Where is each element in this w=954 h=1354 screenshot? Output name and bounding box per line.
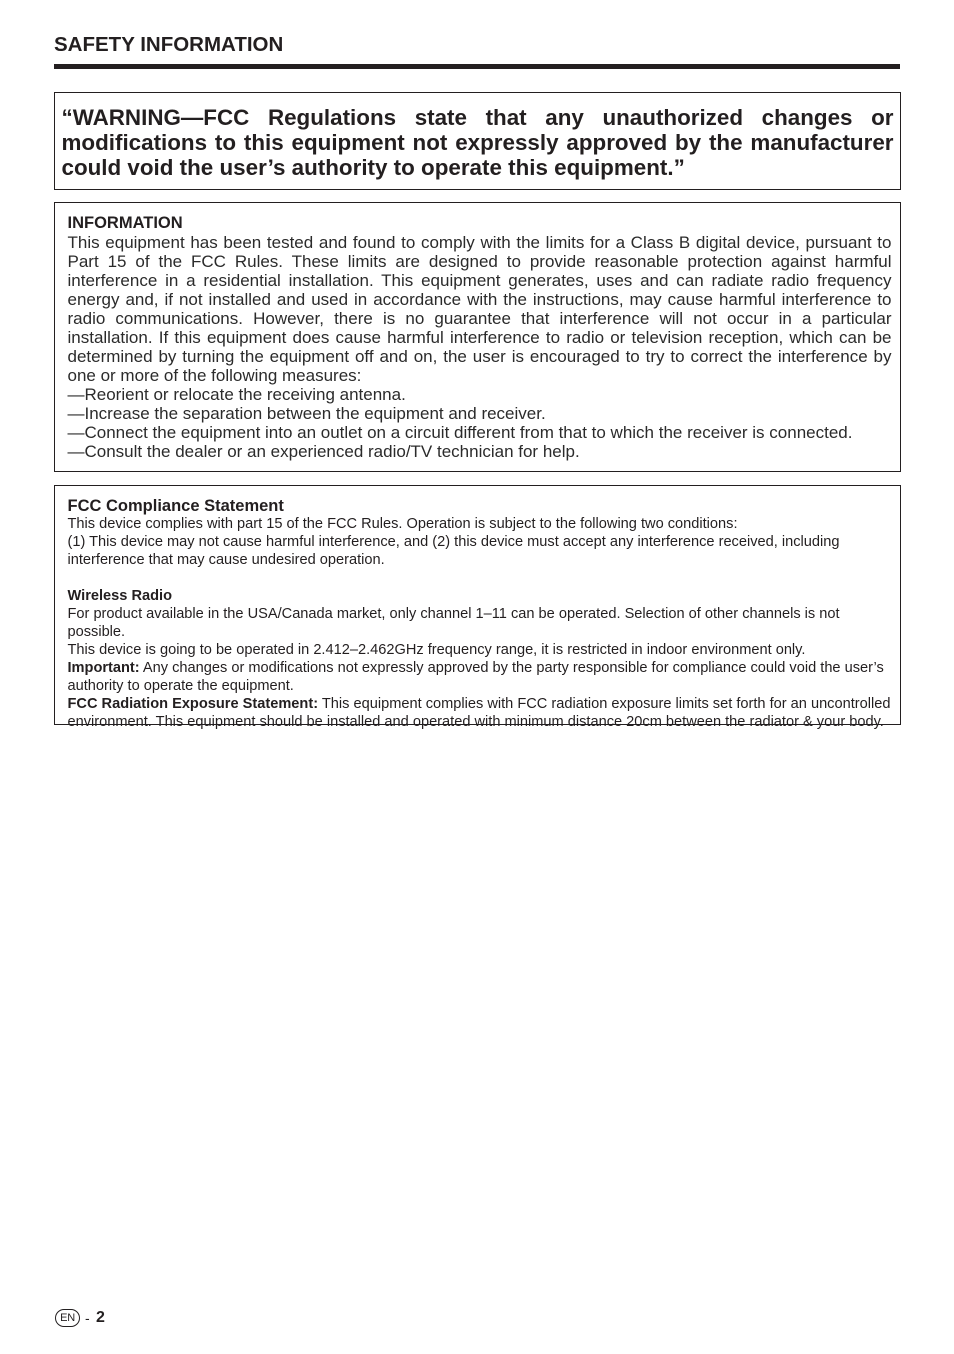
page-number-separator: -: [85, 1310, 90, 1326]
page-number: 2: [96, 1309, 105, 1326]
important-text: Any changes or modifications not expressly approved by the party responsible for compliance could void the user’s authority to operate the equipment.: [67, 659, 884, 694]
information-title: INFORMATION: [67, 214, 183, 232]
language-badge: EN: [55, 1309, 80, 1327]
measure-item: —Reorient or relocate the receiving antenna.: [67, 385, 406, 404]
fcc-paragraph: (1) This device may not cause harmful interference, and (2) this device must accept any interference received, including interference that may cause undesired operation.: [67, 533, 840, 568]
fcc-compliance-box: [54, 485, 901, 730]
measure-item: —Increase the separation between the equipment and receiver.: [67, 404, 546, 423]
page-title: SAFETY INFORMATION: [54, 33, 284, 56]
information-box: [54, 202, 901, 472]
fcc-paragraph: This device complies with part 15 of the FCC Rules. Operation is subject to the following two conditions:: [67, 515, 738, 532]
important-label: Important:: [67, 659, 140, 676]
measure-item: —Connect the equipment into an outlet on a circuit different from that to which the receiver is connected.: [67, 423, 853, 442]
fcc-warning-text: “WARNING—FCC Regulations state that any unauthorized changes or modifications to this equipment not expressly approved by the manufacturer could void the user’s authority to operate this equipment.”: [61, 105, 894, 180]
radiation-exposure-statement: [68, 695, 895, 731]
radiation-exposure-text: This equipment complies with FCC radiation exposure limits set forth for an uncontrolled environment. This equipment should be installed and operated with minimum distance 20cm between the radiator & your body.: [67, 695, 891, 730]
important-note: [68, 659, 895, 695]
information-body: This equipment has been tested and found to comply with the limits for a Class B digital device, pursuant to Part 15 of the FCC Rules. These limits are designed to provide reasonable protection against harmful interference in a residential installation. This equipment generates, uses and can radiate radio frequency energy and, if not installed and used in accordance with the instructions, may cause harmful interference to radio communications. However, there is no guarantee that interference will not occur in a particular installation. If this equipment does cause harmful interference to radio or television reception, which can be determined by turning the equipment off and on, the user is encouraged to try to correct the interference by one or more of the following measures:: [67, 233, 892, 385]
wireless-radio-title: Wireless Radio: [67, 587, 172, 604]
fcc-warning-box: [54, 92, 901, 190]
measure-item: —Consult the dealer or an experienced radio/TV technician for help.: [67, 442, 580, 461]
wireless-paragraph: This device is going to be operated in 2.412–2.462GHz frequency range, it is restricted in indoor environment only.: [67, 641, 806, 658]
radiation-exposure-label: FCC Radiation Exposure Statement:: [67, 695, 319, 712]
title-rule: [54, 64, 900, 69]
fcc-compliance-title: FCC Compliance Statement: [67, 496, 284, 515]
wireless-paragraph: For product available in the USA/Canada market, only channel 1–11 can be operated. Selection of other channels is not possible.: [67, 605, 840, 640]
